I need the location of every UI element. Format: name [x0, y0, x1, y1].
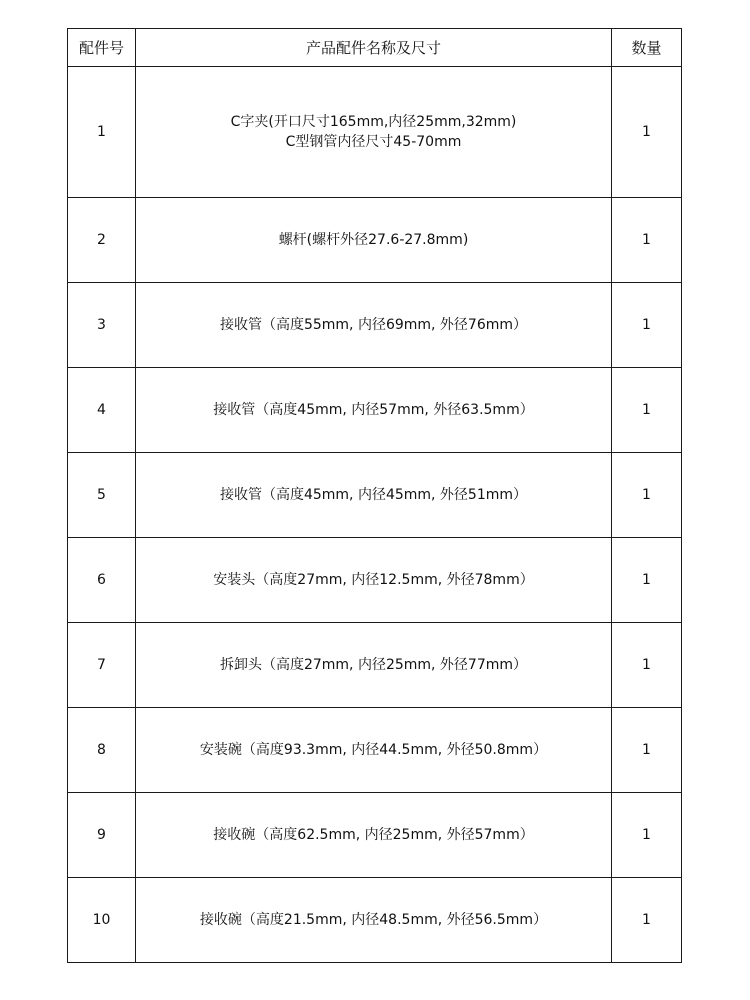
table-row — [68, 878, 682, 963]
quantity-cell: 1 — [612, 878, 682, 963]
part-name-cell — [136, 283, 612, 368]
table-row — [68, 67, 682, 198]
part-name-line: C型钢管内径尺寸45-70mm — [285, 134, 462, 150]
part-name-cell — [136, 538, 612, 623]
quantity-cell: 1 — [612, 623, 682, 708]
part-number-cell: 7 — [68, 623, 136, 708]
table-row — [68, 538, 682, 623]
part-name-cell — [136, 67, 612, 198]
part-name-line: 接收碗（高度21.5mm, 内径48.5mm, 外径56.5mm） — [199, 912, 548, 928]
part-number-cell: 4 — [68, 368, 136, 453]
part-name-cell — [136, 453, 612, 538]
header-qty: 数量 — [612, 29, 682, 67]
table-row — [68, 708, 682, 793]
part-name-cell — [136, 368, 612, 453]
quantity-cell: 1 — [612, 538, 682, 623]
table-row — [68, 283, 682, 368]
quantity-cell: 1 — [612, 453, 682, 538]
quantity-cell: 1 — [612, 708, 682, 793]
header-name: 产品配件名称及尺寸 — [136, 29, 612, 67]
part-number-cell: 9 — [68, 793, 136, 878]
parts-table — [67, 28, 682, 963]
table-row — [68, 368, 682, 453]
table-row — [68, 198, 682, 283]
part-number-cell: 3 — [68, 283, 136, 368]
quantity-cell: 1 — [612, 67, 682, 198]
quantity-cell: 1 — [612, 368, 682, 453]
part-name-line: 螺杆(螺杆外径27.6-27.8mm) — [278, 232, 469, 248]
part-number-cell: 8 — [68, 708, 136, 793]
part-name-cell — [136, 793, 612, 878]
part-name-line: 安装头（高度27mm, 内径12.5mm, 外径78mm） — [213, 572, 534, 588]
part-name-cell — [136, 878, 612, 963]
part-number-cell: 5 — [68, 453, 136, 538]
part-name-cell — [136, 623, 612, 708]
part-name-line: 安装碗（高度93.3mm, 内径44.5mm, 外径50.8mm） — [199, 742, 548, 758]
part-name-cell — [136, 198, 612, 283]
table-row — [68, 623, 682, 708]
table-body — [68, 67, 682, 963]
part-name-line: 接收碗（高度62.5mm, 内径25mm, 外径57mm） — [213, 827, 534, 843]
header-part-no: 配件号 — [68, 29, 136, 67]
quantity-cell: 1 — [612, 283, 682, 368]
part-number-cell: 2 — [68, 198, 136, 283]
part-number-cell: 10 — [68, 878, 136, 963]
part-number-cell: 6 — [68, 538, 136, 623]
part-number-cell: 1 — [68, 67, 136, 198]
part-name-line: C字夹(开口尺寸165mm,内径25mm,32mm) — [230, 114, 517, 130]
quantity-cell: 1 — [612, 198, 682, 283]
quantity-cell: 1 — [612, 793, 682, 878]
part-name-line: 接收管（高度45mm, 内径45mm, 外径51mm） — [219, 487, 528, 503]
table-row — [68, 453, 682, 538]
table-row — [68, 793, 682, 878]
part-name-line: 接收管（高度55mm, 内径69mm, 外径76mm） — [219, 317, 528, 333]
part-name-line: 拆卸头（高度27mm, 内径25mm, 外径77mm） — [219, 657, 528, 673]
part-name-line: 接收管（高度45mm, 内径57mm, 外径63.5mm） — [213, 402, 534, 418]
part-name-cell — [136, 708, 612, 793]
header-row — [68, 29, 682, 67]
